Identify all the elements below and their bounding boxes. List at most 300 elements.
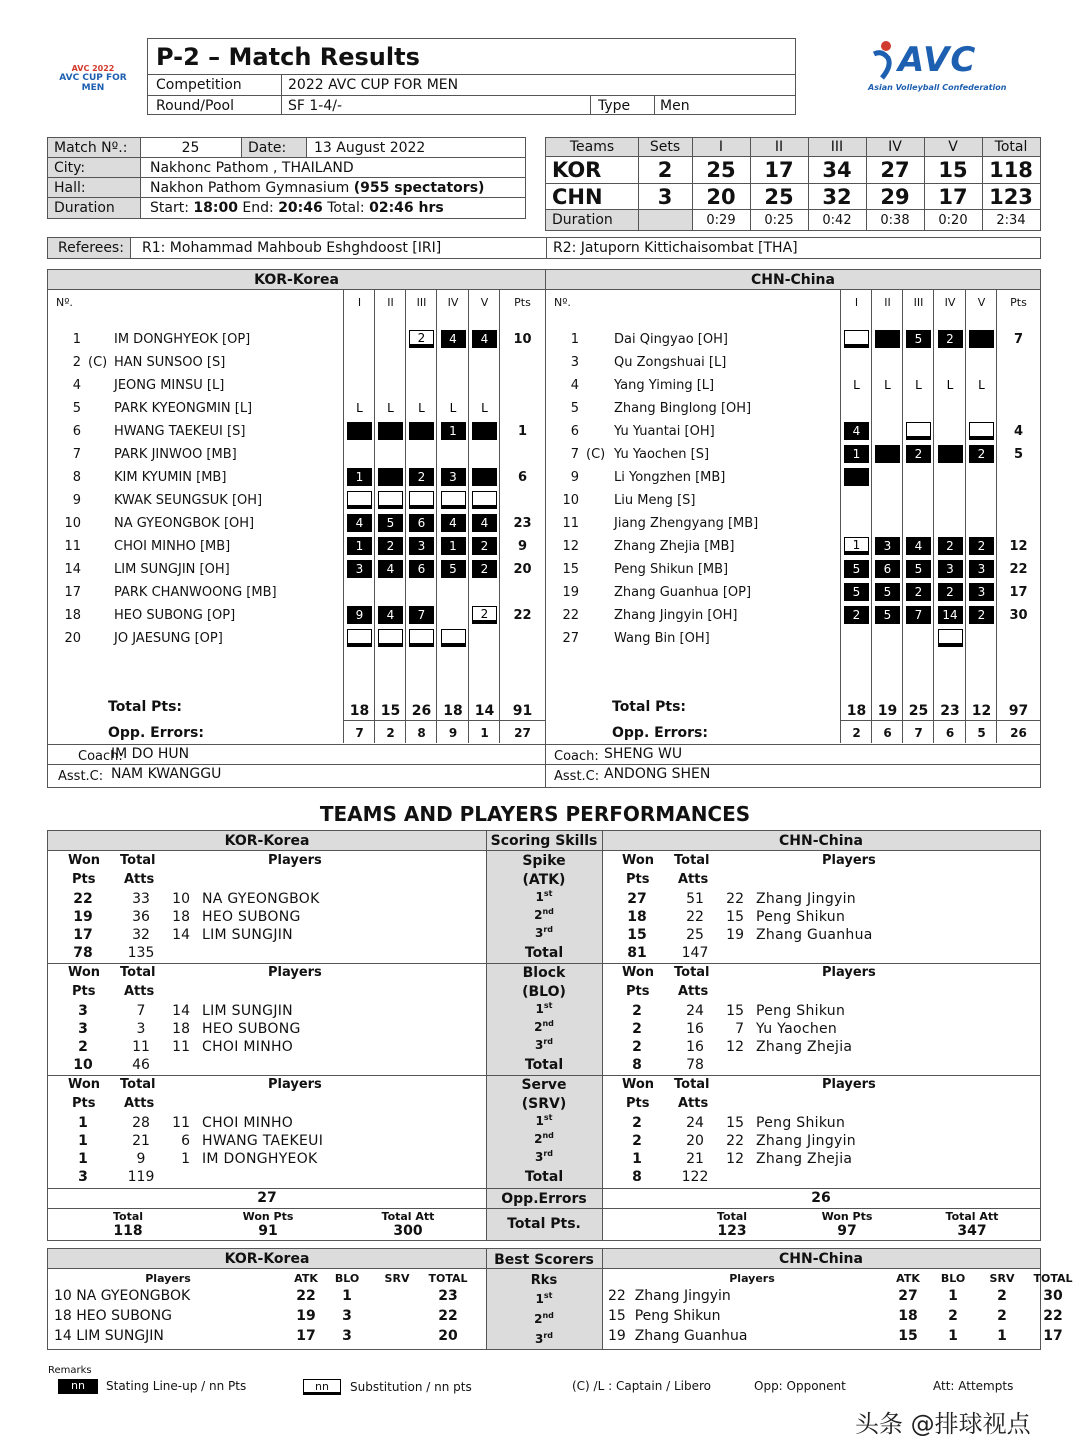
perf-col-pts: Pts (626, 1096, 650, 1111)
perf-won: 3 (78, 1021, 88, 1037)
round-value: SF 1-4/- (288, 97, 343, 114)
sets-duration-6: 0:20 (938, 212, 968, 228)
chn-col-6: Pts (1010, 295, 1027, 309)
chn-total-label: Total Pts: (612, 699, 687, 715)
chn-set-mark (906, 422, 931, 440)
referees-label: Referees: (58, 240, 124, 256)
kor-set-mark: 7 (409, 606, 434, 624)
perf-kor-name: KOR-Korea (224, 832, 310, 849)
kor-col-5: V (480, 295, 489, 309)
perf-sum-label: Won Pts (821, 1210, 873, 1223)
perf-total-att: 135 (127, 945, 155, 961)
kor-player-pts: 20 (513, 562, 532, 577)
chn-player-no: 3 (570, 355, 579, 370)
kor-set-mark: 2 (472, 606, 497, 624)
perf-att: 11 (132, 1039, 150, 1055)
chn-col-no: Nº. (554, 295, 571, 309)
perf-won: 1 (78, 1115, 88, 1131)
avc-logo (866, 38, 1007, 98)
perf-won: 2 (632, 1039, 642, 1055)
chn-set-mark (875, 330, 900, 348)
avc-logo-text: AVC (898, 40, 977, 80)
perf-total-won: 3 (78, 1169, 88, 1185)
perf-player-no: 18 (172, 909, 190, 925)
kor-set-mark (347, 422, 372, 440)
perf-col-players: Players (268, 853, 322, 868)
best-col-blo: BLO (334, 1272, 360, 1285)
best-rks: Rks (530, 1273, 558, 1288)
best-stat: 27 (898, 1288, 918, 1304)
perf-col-atts: Atts (124, 1096, 155, 1111)
kor-col-4: IV (447, 295, 459, 309)
perf-total-label: Total (524, 1169, 564, 1185)
perf-player-name: HWANG TAEKEUI (202, 1133, 324, 1149)
round-label: Round/Pool (156, 97, 234, 114)
sets-cell-0-0: KOR (552, 157, 602, 182)
end-time: 20:46 (278, 200, 323, 216)
chn-opp-error: 26 (1010, 726, 1027, 740)
best-col-blo: BLO (940, 1272, 966, 1285)
perf-col-won: Won (622, 1077, 655, 1092)
perf-player-name: Peng Shikun (756, 1003, 846, 1019)
perf-total-won: 10 (73, 1057, 93, 1073)
sets-header-5: IV (888, 139, 902, 155)
perf-won: 3 (78, 1003, 88, 1019)
kor-opp-error: 2 (386, 726, 395, 740)
chn-set-mark: L (853, 378, 860, 392)
match-no-label: Match Nº.: (54, 139, 128, 156)
perf-player-name: Zhang Zhejia (756, 1039, 853, 1055)
kor-player-no: 4 (72, 378, 81, 393)
perf-col-players: Players (268, 965, 322, 980)
perf-sum-label: Total (716, 1210, 748, 1223)
chn-set-mark: 3 (969, 583, 994, 601)
perf-player-name: Peng Shikun (756, 1115, 846, 1131)
perf-col-pts: Pts (72, 984, 96, 999)
kor-player-no: 9 (72, 493, 81, 508)
best-stat: 1 (948, 1288, 958, 1304)
kor-asst-name: NAM KWANGGU (111, 766, 222, 782)
sets-cell-1-0: CHN (552, 184, 603, 209)
perf-player-no: 19 (726, 927, 744, 943)
competition-value: 2022 AVC CUP FOR MEN (288, 77, 459, 93)
kor-set-mark: 3 (441, 468, 466, 486)
chn-opp-error: 7 (914, 726, 923, 740)
volleyball-player-icon (868, 40, 898, 80)
perf-rank: 2nd (534, 907, 554, 922)
end-label: End: (242, 200, 274, 216)
chn-set-total: 19 (877, 703, 898, 719)
kor-set-mark (409, 491, 434, 509)
perf-won: 2 (632, 1003, 642, 1019)
chn-set-mark (844, 468, 869, 486)
perf-player-name: HEO SUBONG (202, 909, 301, 925)
perf-total-att: 122 (681, 1169, 709, 1185)
best-stat: 22 (438, 1308, 458, 1324)
perf-player-no: 22 (726, 1133, 744, 1149)
best-col-srv: SRV (989, 1272, 1015, 1285)
perf-att: 28 (132, 1115, 150, 1131)
substitution-legend-box: nn (303, 1379, 341, 1395)
chn-player-name: Li Yongzhen [MB] (614, 470, 726, 485)
sets-cell-0-7: 118 (989, 157, 1033, 182)
kor-set-mark: L (481, 401, 488, 415)
kor-set-mark: 1 (347, 468, 372, 486)
chn-set-mark: 5 (906, 560, 931, 578)
chn-player-pts: 30 (1009, 608, 1028, 623)
perf-col-atts: Atts (124, 984, 155, 999)
sets-header-0: Teams (569, 139, 615, 155)
perf-sum-value: 347 (957, 1223, 987, 1239)
sets-header-1: Sets (649, 139, 681, 155)
kor-col-no: Nº. (56, 295, 73, 309)
chn-set-mark: L (946, 378, 954, 392)
perf-won: 22 (73, 891, 93, 907)
performance-title: TEAMS AND PLAYERS PERFORMANCES (319, 802, 751, 826)
chn-set-mark: 3 (938, 560, 963, 578)
chn-set-mark: 5 (875, 606, 900, 624)
kor-player-name: PARK KYEONGMIN [L] (114, 401, 253, 416)
best-rank: 1st (535, 1291, 553, 1306)
best-stat: 15 (898, 1328, 918, 1344)
perf-player-no: 12 (726, 1151, 744, 1167)
referee-2: R2: Jatuporn Kittichaisombat [THA] (553, 240, 798, 256)
chn-opp-error: 2 (852, 726, 861, 740)
kor-set-mark (378, 468, 403, 486)
perf-player-name: CHOI MINHO (202, 1115, 294, 1131)
chn-player-no: 4 (570, 378, 579, 393)
chn-player-name: Yu Yaochen [S] (614, 447, 710, 462)
perf-chn-name: CHN-China (779, 832, 863, 849)
perf-total-att: 78 (686, 1057, 704, 1073)
best-player: 18 HEO SUBONG (54, 1308, 172, 1324)
kor-player-pts: 1 (517, 424, 528, 439)
kor-set-total: 18 (349, 703, 370, 719)
kor-set-mark (472, 468, 497, 486)
kor-set-mark: 4 (472, 330, 497, 348)
perf-total-att: 147 (681, 945, 709, 961)
perf-sum-value: 118 (113, 1223, 143, 1239)
performance-table (47, 830, 1041, 1241)
kor-player-name: LIM SUNGJIN [OH] (114, 562, 230, 577)
best-stat: 17 (1043, 1328, 1063, 1344)
kor-player-name: PARK CHANWOONG [MB] (114, 585, 277, 600)
kor-set-mark: 4 (441, 330, 466, 348)
best-stat: 18 (898, 1308, 918, 1324)
chn-player-pts: 17 (1009, 585, 1028, 600)
kor-player-no: 6 (72, 424, 81, 439)
best-stat: 30 (1043, 1288, 1063, 1304)
sets-duration-7: 2:34 (996, 212, 1026, 228)
kor-player-name: JEONG MINSU [L] (114, 378, 225, 393)
perf-att: 51 (686, 891, 704, 907)
hall-value (150, 178, 484, 197)
perf-col-won: Won (68, 853, 101, 868)
perf-total-label: Total (524, 945, 564, 961)
best-rank: 3rd (534, 1331, 554, 1346)
perf-att: 25 (686, 927, 704, 943)
perf-player-no: 11 (172, 1115, 190, 1131)
perf-sum-label: Total (112, 1210, 144, 1223)
perf-kor-opp: 27 (257, 1190, 277, 1206)
chn-set-total: 18 (846, 703, 867, 719)
best-stat: 2 (997, 1308, 1007, 1324)
kor-total-label: Total Pts: (108, 699, 183, 715)
perf-total-won: 8 (632, 1169, 642, 1185)
perf-total-att: 119 (127, 1169, 155, 1185)
type-label: Type (598, 97, 631, 114)
chn-set-mark (875, 445, 900, 463)
chn-set-total: 12 (971, 703, 992, 719)
perf-won: 19 (73, 909, 93, 925)
chn-player-no: 11 (562, 516, 579, 531)
perf-player-no: 11 (172, 1039, 190, 1055)
chn-player-name: Zhang Binglong [OH] (614, 401, 752, 416)
watermark: 头条 @排球视点 (855, 1410, 1031, 1438)
city-value: Nakhonc Pathom , THAILAND (150, 159, 354, 176)
kor-opp-error: 8 (417, 726, 426, 740)
sets-cell-1-6: 17 (938, 184, 968, 209)
sets-cell-1-2: 20 (706, 184, 736, 209)
starting-legend-text: Stating Line-up / nn Pts (106, 1379, 247, 1393)
perf-skill-name: Block (522, 965, 566, 981)
kor-set-mark: 1 (347, 537, 372, 555)
kor-set-total: 15 (380, 703, 401, 719)
perf-col-won: Won (68, 1077, 101, 1092)
perf-rank: 1st (535, 1001, 553, 1016)
perf-col-pts: Pts (72, 872, 96, 887)
avc-subtitle: Asian Volleyball Confederation (868, 83, 1007, 92)
perf-att: 24 (686, 1115, 704, 1131)
sets-cell-0-6: 15 (938, 157, 968, 182)
chn-set-mark: 3 (969, 560, 994, 578)
best-col-players: Players (729, 1272, 775, 1285)
best-player: 10 NA GYEONGBOK (54, 1288, 191, 1304)
referees-row (47, 237, 1041, 259)
perf-rank: 2nd (534, 1131, 554, 1146)
perf-sum-label: Total Att (381, 1210, 435, 1223)
match-info-box (47, 137, 526, 219)
chn-player-no: 10 (562, 493, 579, 508)
kor-coach-name: IM DO HUN (111, 746, 190, 762)
best-col-players: Players (145, 1272, 191, 1285)
kor-set-total: 91 (512, 703, 533, 719)
substitution-legend-text: Substitution / nn pts (350, 1380, 472, 1394)
chn-player-no: 9 (570, 470, 579, 485)
chn-coach-label: Coach: (554, 748, 599, 764)
chn-player-name: Dai Qingyao [OH] (614, 332, 728, 347)
kor-player-no: 14 (64, 562, 81, 577)
perf-player-no: 6 (181, 1133, 190, 1149)
perf-att: 36 (132, 909, 150, 925)
best-stat: 23 (438, 1288, 458, 1304)
total-time: 02:46 hrs (369, 200, 444, 216)
kor-player-name: NA GYEONGBOK [OH] (114, 516, 255, 531)
perf-total-att: 46 (132, 1057, 150, 1073)
best-col-atk: ATK (896, 1272, 920, 1285)
chn-col-5: V (977, 295, 986, 309)
perf-player-no: 1 (181, 1151, 190, 1167)
kor-set-mark: 5 (441, 560, 466, 578)
captain-libero-legend: (C) /L : Captain / Libero (572, 1379, 712, 1393)
chn-set-mark: 1 (844, 537, 869, 555)
perf-player-name: Zhang Zhejia (756, 1151, 853, 1167)
perf-won: 18 (627, 909, 647, 925)
kor-set-total: 14 (474, 703, 495, 719)
hall-label: Hall: (54, 179, 86, 196)
perf-col-total: Total (674, 853, 710, 868)
perf-player-name: CHOI MINHO (202, 1039, 294, 1055)
kor-player-pts: 23 (513, 516, 532, 531)
kor-opp-error: 27 (514, 726, 531, 740)
kor-set-mark (378, 491, 403, 509)
perf-won: 17 (73, 927, 93, 943)
chn-set-mark: 5 (875, 583, 900, 601)
date-label: Date: (248, 139, 287, 156)
chn-set-mark: 2 (844, 606, 869, 624)
chn-coach-name: SHENG WU (604, 746, 683, 762)
chn-set-mark: 2 (969, 606, 994, 624)
perf-total-won: 81 (627, 945, 647, 961)
perf-col-total: Total (120, 965, 156, 980)
best-title: Best Scorers (494, 1251, 594, 1268)
kor-player-no: 20 (64, 631, 81, 646)
kor-set-mark (347, 491, 372, 509)
perf-player-no: 7 (735, 1021, 744, 1037)
chn-player-pts: 22 (1009, 562, 1028, 577)
kor-set-mark: 1 (441, 422, 466, 440)
perf-sum-value: 123 (717, 1223, 747, 1239)
kor-col-3: III (416, 295, 427, 309)
chn-player-name: Wang Bin [OH] (614, 631, 710, 646)
perf-mid-title: Scoring Skills (490, 832, 598, 849)
chn-team-name: CHN-China (751, 271, 835, 288)
kor-set-mark: 3 (409, 537, 434, 555)
chn-set-mark: 2 (938, 583, 963, 601)
chn-set-mark: 2 (969, 445, 994, 463)
attempts-legend: Att: Attempts (933, 1379, 1014, 1393)
perf-player-no: 15 (726, 1003, 744, 1019)
perf-won: 2 (632, 1115, 642, 1131)
chn-player-no: 22 (562, 608, 579, 623)
perf-att: 16 (686, 1039, 704, 1055)
best-col-total: TOTAL (428, 1272, 468, 1285)
start-label: Start: (150, 200, 189, 216)
kor-opp-label: Opp. Errors: (108, 725, 204, 741)
chn-set-mark (969, 422, 994, 440)
kor-set-mark (441, 629, 466, 647)
chn-player-name: Qu Zongshuai [L] (614, 355, 727, 370)
kor-set-mark: 2 (409, 468, 434, 486)
best-stat: 2 (997, 1288, 1007, 1304)
kor-set-mark: L (418, 401, 425, 415)
perf-player-no: 18 (172, 1021, 190, 1037)
kor-player-no: 2 (72, 355, 81, 370)
perf-player-name: Zhang Jingyin (756, 891, 856, 907)
best-stat: 1 (342, 1288, 352, 1304)
remarks-label: Remarks (48, 1365, 92, 1376)
sets-table (545, 137, 1041, 231)
chn-player-name: Liu Meng [S] (614, 493, 696, 508)
chn-col-3: III (913, 295, 924, 309)
kor-set-mark: 2 (472, 560, 497, 578)
chn-col-4: IV (944, 295, 956, 309)
perf-col-won: Won (622, 853, 655, 868)
starting-legend-box: nn (58, 1379, 98, 1394)
sets-cell-0-1: 2 (657, 157, 673, 182)
kor-asst-label: Asst.C: (58, 768, 104, 784)
chn-player-no: 19 (562, 585, 579, 600)
best-stat: 1 (997, 1328, 1007, 1344)
chn-set-mark: 5 (844, 560, 869, 578)
perf-player-no: 12 (726, 1039, 744, 1055)
sets-duration-label: Duration (552, 212, 613, 228)
kor-player-pts: 10 (513, 332, 532, 347)
best-stat: 3 (342, 1308, 352, 1324)
perf-won: 1 (78, 1133, 88, 1149)
kor-set-mark: 3 (347, 560, 372, 578)
best-col-atk: ATK (294, 1272, 318, 1285)
kor-coach-label: Coach: (78, 748, 123, 764)
perf-col-players: Players (822, 965, 876, 980)
best-rank: 2nd (534, 1311, 554, 1326)
chn-player-no: 5 (570, 401, 579, 416)
perf-sum-value: 97 (837, 1223, 857, 1239)
kor-set-mark (441, 491, 466, 509)
best-player: 14 LIM SUNGJIN (54, 1328, 164, 1344)
perf-player-no: 15 (726, 909, 744, 925)
kor-col-6: Pts (514, 295, 531, 309)
chn-player-pts: 12 (1009, 539, 1028, 554)
competition-label: Competition (156, 77, 242, 93)
kor-set-mark (409, 422, 434, 440)
perf-player-no: 15 (726, 1115, 744, 1131)
kor-player-name: IM DONGHYEOK [OP] (114, 332, 251, 347)
sets-cell-0-2: 25 (706, 157, 736, 182)
best-stat: 17 (296, 1328, 316, 1344)
hall-name: Nakhon Pathom Gymnasium (150, 179, 350, 196)
chn-set-mark: 3 (875, 537, 900, 555)
kor-set-mark: L (449, 401, 457, 415)
chn-set-mark (844, 330, 869, 348)
best-player: 22 Zhang Jingyin (608, 1288, 731, 1304)
chn-asst-name: ANDONG SHEN (604, 766, 711, 782)
perf-col-total: Total (674, 965, 710, 980)
kor-player-pts: 22 (513, 608, 532, 623)
perf-col-total: Total (120, 1077, 156, 1092)
perf-att: 7 (136, 1003, 146, 1019)
chn-set-mark: 2 (969, 537, 994, 555)
page-title: P-2 – Match Results (156, 43, 420, 71)
kor-player-pts: 6 (517, 470, 528, 485)
kor-opp-error: 1 (480, 726, 489, 740)
sets-cell-1-5: 29 (880, 184, 910, 209)
perf-player-name: Zhang Guanhua (756, 927, 873, 943)
kor-player-name: HEO SUBONG [OP] (114, 608, 236, 623)
avc-cup-logo (48, 64, 138, 94)
kor-set-mark: L (387, 401, 394, 415)
kor-set-mark (378, 422, 403, 440)
perf-player-name: NA GYEONGBOK (202, 891, 320, 907)
chn-set-total: 23 (940, 703, 960, 719)
perf-player-name: HEO SUBONG (202, 1021, 301, 1037)
perf-player-name: Yu Yaochen (756, 1021, 838, 1037)
chn-player-no: 6 (570, 424, 579, 439)
chn-player-no: 7 (570, 447, 579, 462)
best-scorers-table (47, 1248, 1073, 1350)
kor-set-mark (347, 629, 372, 647)
perf-skill-name: Spike (522, 853, 566, 869)
